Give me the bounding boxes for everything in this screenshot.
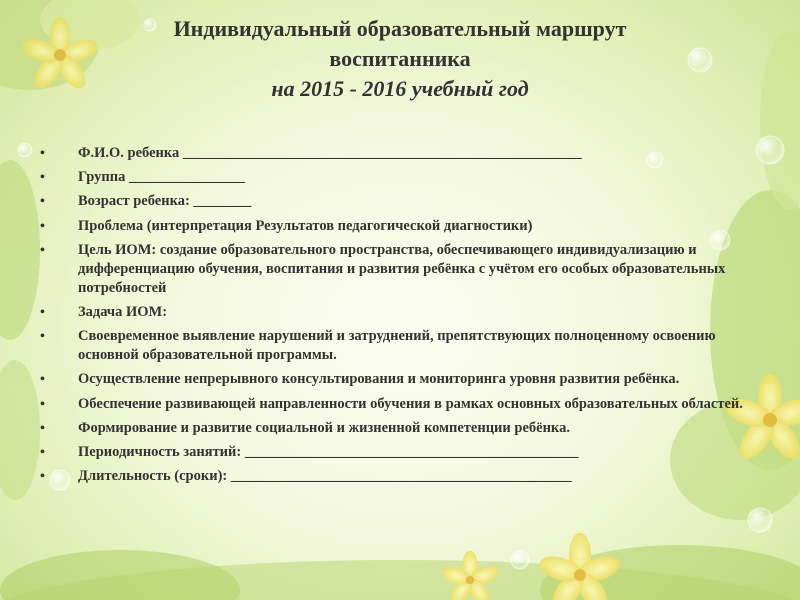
bullet-item-task-1: [38, 327, 753, 365]
bullet-icon: •: [40, 194, 45, 210]
bullet-text: Группа ________________: [78, 169, 246, 186]
bullet-text: Задача ИОМ:: [78, 303, 168, 320]
bullet-text: Ф.И.О. ребенка _______________________________________________________: [78, 145, 582, 161]
bullet-icon: •: [40, 420, 45, 436]
bullet-icon: •: [40, 304, 45, 320]
bullet-icon: •: [40, 444, 45, 460]
slide-title: [100, 14, 700, 104]
bullet-icon: •: [40, 242, 45, 258]
bullet-icon: •: [40, 396, 45, 412]
title-line-2: воспитанника: [329, 46, 471, 71]
bullet-icon: •: [40, 170, 45, 186]
bullet-text: Периодичность занятий: ______________________________________________: [78, 443, 579, 460]
bullet-icon: •: [40, 218, 45, 234]
bullet-text: Осуществление непрерывного консультирования и мониторинга уровня развития ребёнка.: [78, 371, 680, 388]
bullet-item-fio: [38, 144, 753, 163]
bullet-icon: •: [40, 146, 45, 161]
bullet-item-task-4: [38, 419, 753, 438]
bullet-text: Формирование и развитие социальной и жизненной компетенции ребёнка.: [78, 419, 570, 436]
bullet-list: [38, 144, 753, 491]
title-line-1: Индивидуальный образовательный маршрут: [173, 16, 627, 41]
bullet-item-task-2: [38, 370, 753, 389]
bullet-icon: •: [40, 372, 45, 388]
bullet-item-goal: [38, 241, 753, 298]
bullet-item-frequency: [38, 443, 753, 462]
bullet-text: Проблема (интерпретация Результатов педагогической диагностики): [78, 217, 533, 234]
bullet-icon: •: [40, 469, 45, 485]
bullet-text: Возраст ребенка: ________: [78, 193, 252, 210]
bullet-icon: •: [40, 329, 45, 345]
title-line-3: на 2015 - 2016 учебный год: [271, 76, 529, 101]
bullet-item-task: [38, 303, 753, 322]
bullet-text: Обеспечение развивающей направленности обучения в рамках основных образовательных областей.: [78, 395, 743, 412]
bullet-item-problem: [38, 217, 753, 236]
bullet-item-task-3: [38, 395, 753, 414]
bullet-text: Длительность (сроки): _______________________________________________: [78, 468, 572, 485]
bullet-item-duration: [38, 467, 753, 486]
bullet-item-group: [38, 168, 753, 187]
bullet-text: Цель ИОМ: создание образовательного пространства, обеспечивающего индивидуализацию и дифференциацию обучения, воспитания и развития ребёнка с учётом его особых образовательных потребностей: [78, 241, 726, 296]
bullet-text: Своевременное выявление нарушений и затруднений, препятствующих полноценному освоению основной образовательной программы.: [78, 328, 716, 364]
bullet-item-age: [38, 192, 753, 211]
